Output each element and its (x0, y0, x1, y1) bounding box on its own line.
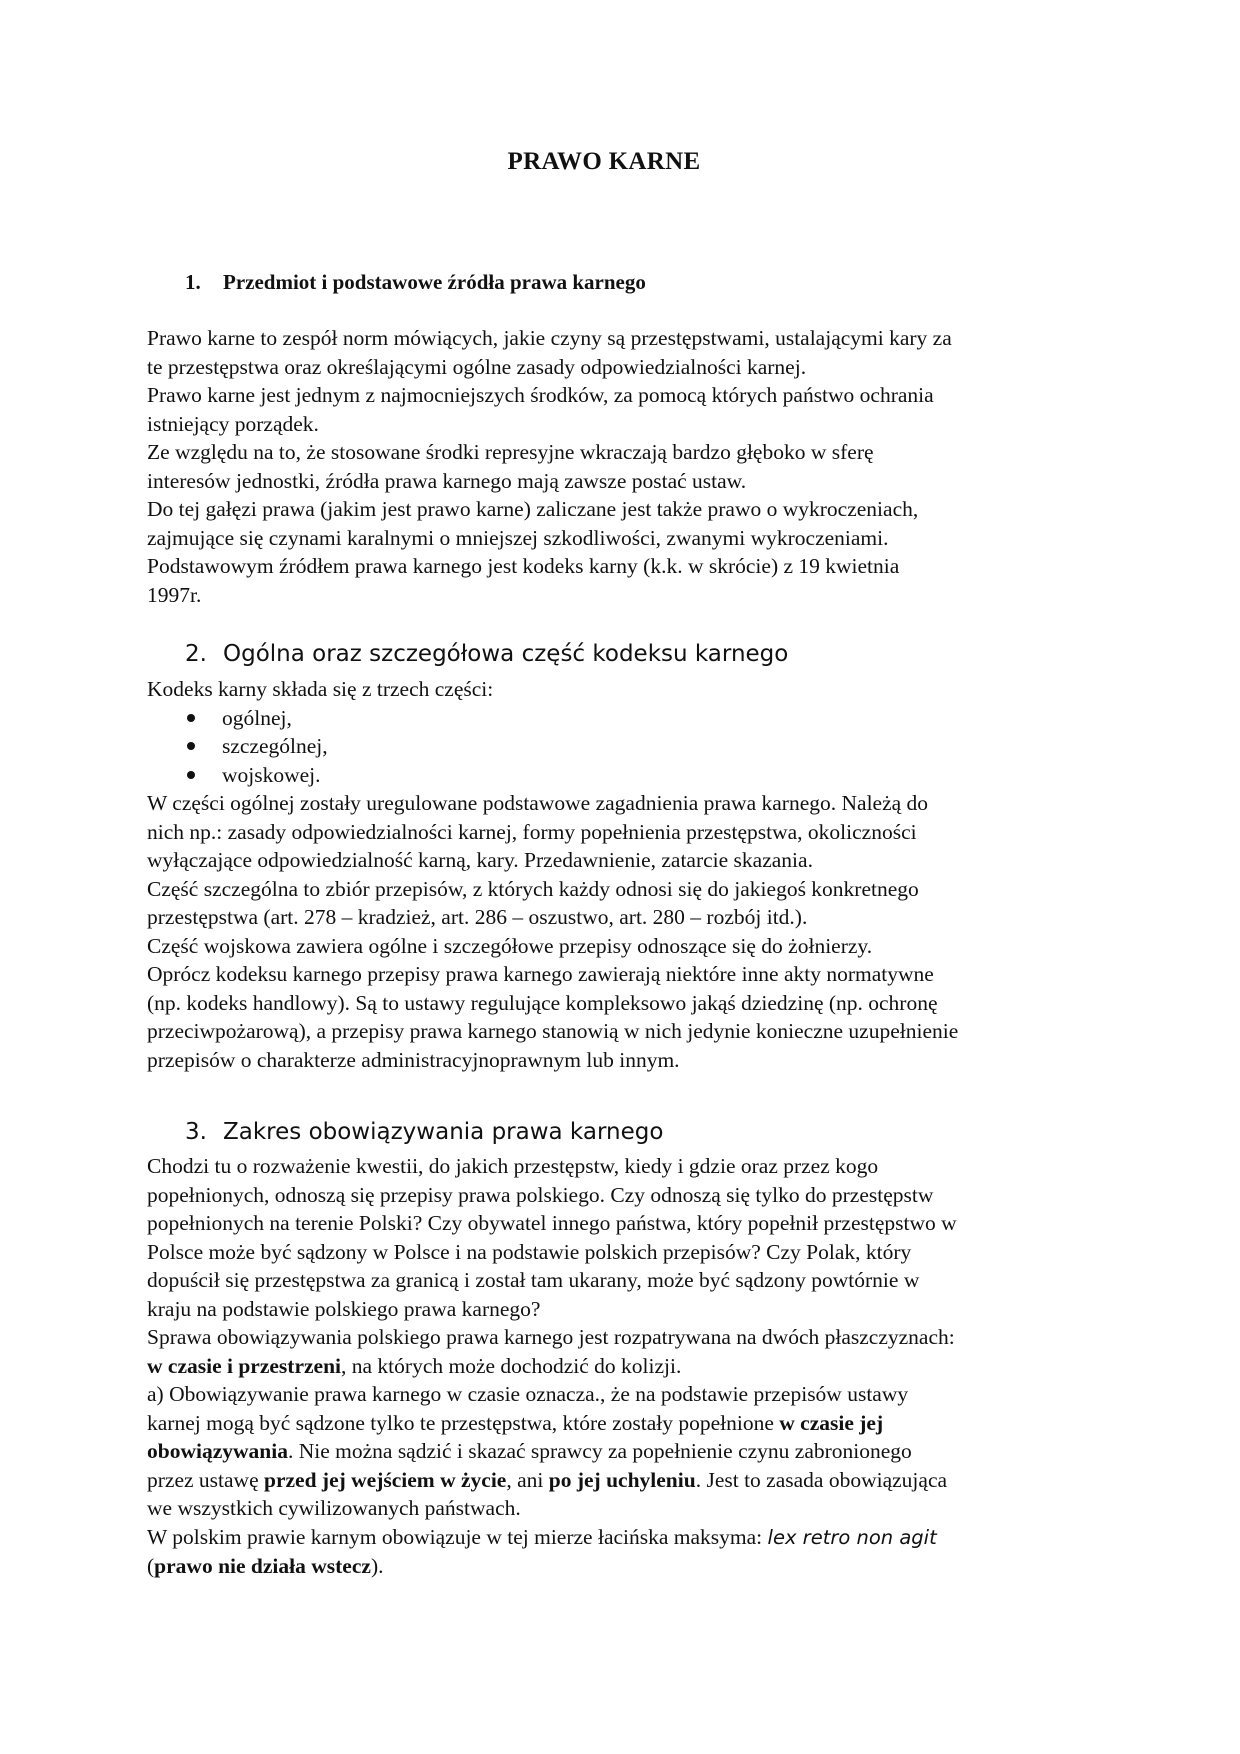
bold-phrase: w czasie jej (779, 1410, 884, 1435)
paragraph-line: Prawo karne jest jednym z najmocniejszych środków, za pomocą których państwo ochrania (147, 383, 934, 407)
paragraph-line: Część wojskowa zawiera ogólne i szczegółowe przepisy odnoszące się do żołnierzy. (147, 933, 873, 958)
text-run: , ani (506, 1467, 549, 1492)
latin-maxim: lex retro non agit (767, 1525, 937, 1549)
paragraph-line: nich np.: zasady odpowiedzialności karnej, formy popełnienia przestępstwa, okoliczności (147, 819, 917, 844)
list-item (147, 732, 1097, 761)
text-run: ). (370, 1554, 384, 1578)
text-run: , na których może dochodzić do kolizji. (341, 1353, 682, 1378)
paragraph-line: W części ogólnej zostały uregulowane podstawowe zagadnienia prawa karnego. Należą do (147, 791, 929, 815)
paragraph-line: Podstawowym źródłem prawa karnego jest kodeks karny (k.k. w skrócie) z 19 kwietnia (147, 554, 900, 578)
paragraph-line (147, 1437, 1097, 1466)
paragraph-line: a) Obowiązywanie prawa karnego w czasie oznacza., że na podstawie przepisów ustawy (147, 1382, 909, 1406)
section-2-body (147, 675, 1097, 1074)
paragraph-line: Część szczególna to zbiór przepisów, z których każdy odnosi się do jakiegoś konkretnego (147, 876, 919, 901)
paragraph-line: (np. kodeks handlowy). Są to ustawy regulujące kompleksowo jakąś dziedzinę (np. ochronę (147, 990, 938, 1015)
paragraph-line (147, 1409, 1097, 1438)
bold-phrase: w czasie i przestrzeni (147, 1353, 342, 1378)
paragraph-line: Oprócz kodeksu karnego przepisy prawa karnego zawierają niektóre inne akty normatywne (147, 962, 934, 986)
paragraph-line: Polsce może być sądzony w Polsce i na podstawie polskich przepisów? Czy Polak, który (147, 1239, 912, 1264)
bullet-icon (187, 742, 195, 750)
section-3-heading (185, 1119, 663, 1145)
list-item (147, 761, 1097, 790)
paragraph-line: przepisów o charakterze administracyjnoprawnym lub innym. (147, 1047, 680, 1072)
paragraph-line: 1997r. (147, 582, 202, 607)
document-title: PRAWO KARNE (507, 148, 701, 175)
list-item-text: ogólnej, (222, 705, 292, 730)
paragraph-line: we wszystkich cywilizowanych państwach. (147, 1496, 521, 1520)
paragraph-line: Prawo karne to zespół norm mówiących, jakie czyny są przestępstwami, ustalającymi kary za (147, 326, 952, 350)
paragraph-line: zajmujące się czynami karalnymi o mniejszej szkodliwości, zwanymi wykroczeniami. (147, 525, 889, 550)
list-item (147, 704, 1097, 733)
paragraph-line: Chodzi tu o rozważenie kwestii, do jakich przestępstw, kiedy i gdzie oraz przez kogo (147, 1154, 879, 1178)
bold-phrase: przed jej wejściem w życie (264, 1467, 507, 1492)
paragraph-line: te przestępstwa oraz określającymi ogólne zasady odpowiedzialności karnej. (147, 354, 807, 379)
paragraph-line (147, 1552, 1097, 1581)
paragraph-line (147, 1523, 1097, 1553)
parts-list (147, 704, 1097, 790)
paragraph-line: Sprawa obowiązywania polskiego prawa karnego jest rozpatrywana na dwóch płaszczyznach: (147, 1325, 955, 1349)
text-run: karnej mogą być sądzone tylko te przestępstwa, które zostały popełnione (147, 1410, 780, 1435)
section-2-heading-text: Ogólna oraz szczegółowa część kodeksu karnego (223, 641, 789, 667)
section-1-body (147, 324, 1097, 609)
paragraph-line: Ze względu na to, że stosowane środki represyjne wkraczają bardzo głęboko w sferę (147, 440, 874, 464)
paragraph-line: kraju na podstawie polskiego prawa karnego? (147, 1296, 541, 1321)
section-3-body (147, 1152, 1097, 1581)
text-run: przez ustawę (147, 1467, 264, 1492)
section-2-intro: Kodeks karny składa się z trzech części: (147, 677, 494, 701)
section-3-heading-text: Zakres obowiązywania prawa karnego (223, 1119, 664, 1145)
paragraph-line: Do tej gałęzi prawa (jakim jest prawo karne) zaliczane jest także prawo o wykroczeniach, (147, 497, 919, 521)
section-1-heading-text: Przedmiot i podstawowe źródła prawa karnego (223, 270, 646, 294)
section-3-number: 3. (185, 1119, 207, 1145)
text-run: . Nie można sądzić i skazać sprawcy za popełnienie czynu zabronionego (287, 1439, 912, 1463)
paragraph-line: dopuścił się przestępstwa za granicą i został tam ukarany, może być sądzony powtórnie w (147, 1268, 920, 1292)
list-item-text: wojskowej. (222, 762, 321, 787)
paragraph-line: popełnionych, odnoszą się przepisy prawa polskiego. Czy odnoszą się tylko do przestępstw (147, 1182, 934, 1207)
paragraph-line: przeciwpożarową), a przepisy prawa karnego stanowią w nich jedynie konieczne uzupełnienie (147, 1019, 959, 1043)
bold-phrase: po jej uchyleniu (548, 1467, 696, 1492)
section-1-number: 1. (185, 270, 201, 294)
section-2-number: 2. (185, 641, 207, 667)
section-1-heading (185, 270, 646, 295)
paragraph-line: interesów jednostki, źródła prawa karnego mają zawsze postać ustaw. (147, 468, 747, 493)
bullet-icon (187, 714, 195, 722)
bullet-icon (187, 771, 195, 779)
text-run: W polskim prawie karnym obowiązuje w tej mierze łacińska maksyma: (147, 1524, 768, 1549)
section-2-heading (185, 641, 788, 667)
paragraph-line: wyłączające odpowiedzialność karną, kary. Przedawnienie, zatarcie skazania. (147, 848, 813, 872)
text-run: . Jest to zasada obowiązująca (695, 1467, 948, 1492)
list-item-text: szczególnej, (222, 734, 328, 758)
paragraph-line (147, 1352, 1097, 1381)
paragraph-line: przestępstwa (art. 278 – kradzież, art. 286 – oszustwo, art. 280 – rozbój itd.). (147, 905, 808, 929)
paragraph-line: popełnionych na terenie Polski? Czy obywatel innego państwa, który popełnił przestępstwo w (147, 1211, 957, 1235)
bold-phrase: prawo nie działa wstecz (154, 1554, 371, 1578)
paragraph-line: istniejący porządek. (147, 411, 319, 436)
text-run: ( (147, 1554, 155, 1578)
bold-phrase: obowiązywania (147, 1439, 288, 1463)
paragraph-line (147, 1466, 1097, 1495)
